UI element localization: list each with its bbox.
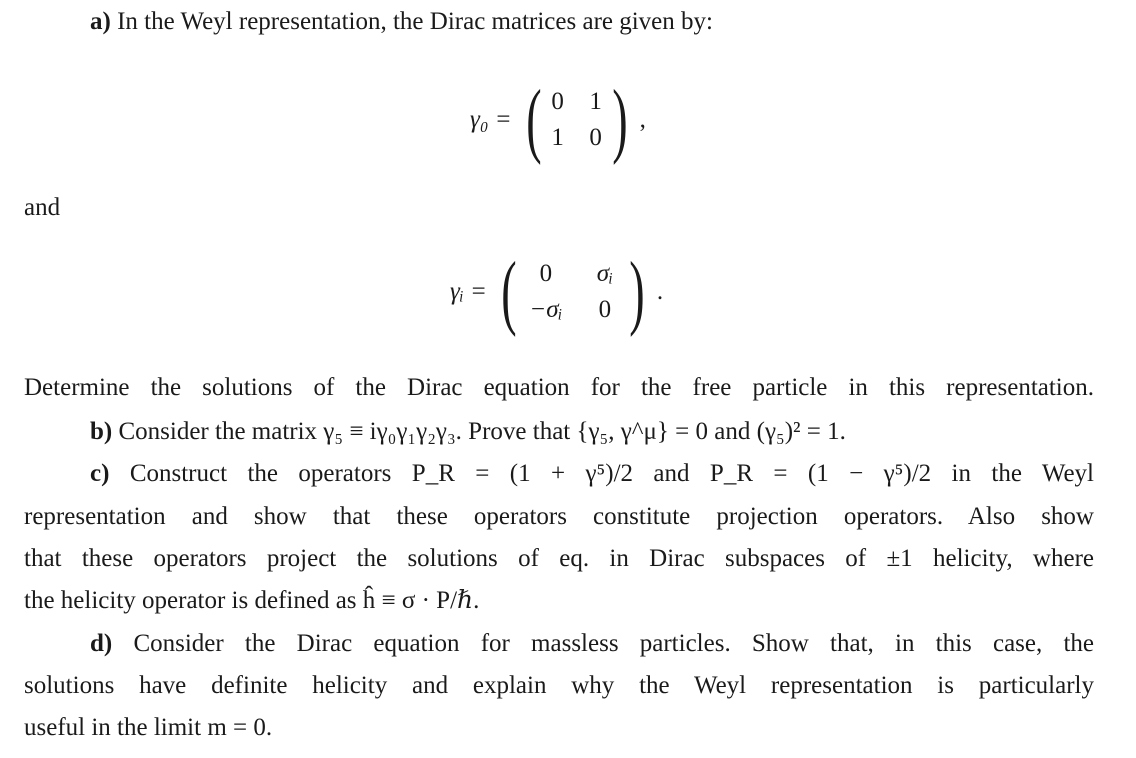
part-a-line <box>90 6 1094 38</box>
part-a-text: In the Weyl representation, the Dirac matrices are given by: <box>117 8 713 35</box>
matrix-cell: 1 <box>589 88 602 115</box>
left-paren: ( <box>501 245 517 338</box>
right-paren: ) <box>611 73 628 166</box>
part-d-line-2 <box>24 670 1094 702</box>
part-c-text-4: the helicity operator is defined as ĥ ≡ σ · P/ℏ. <box>24 587 480 614</box>
and-word: and <box>24 194 61 221</box>
part-d-text-2: solutions have definite helicity and explain why the Weyl representation is particularly <box>24 672 1094 699</box>
part-b-label: b) <box>90 418 113 445</box>
part-d-text-3: useful in the limit m = 0. <box>24 714 273 741</box>
matrix-cell: 1 <box>551 124 564 151</box>
part-a-label: a) <box>90 8 111 35</box>
matrix-cell: σᵢ <box>596 260 614 287</box>
gammai-matrix <box>523 257 623 327</box>
gamma0-matrix <box>548 85 606 155</box>
determine-text: Determine the solutions of the Dirac equation for the free particle in this representation. <box>24 374 1094 401</box>
matrix-cell: 0 <box>589 124 602 151</box>
part-c-line-3 <box>24 543 1094 575</box>
gammai-equation <box>450 245 664 338</box>
matrix-cell: 0 <box>598 296 612 323</box>
part-c-text-2: representation and show that these operators constitute projection operators. Also show <box>24 503 1094 530</box>
matrix-cell: 0 <box>551 88 564 115</box>
right-paren: ) <box>629 245 645 338</box>
gammai-punct: . <box>656 278 664 305</box>
gamma0-lhs: γ₀ = <box>470 106 512 133</box>
part-d-label: d) <box>90 630 113 657</box>
part-c-text-3: that these operators project the solutions of eq. in Dirac subspaces of ±1 helicity, where <box>24 545 1094 572</box>
part-d-text-1: Consider the Dirac equation for massless particles. Show that, in this case, the <box>133 630 1095 657</box>
part-c-text-1: Construct the operators P_R = (1 + γ⁵)/2 and P_R = (1 − γ⁵)/2 in the Weyl <box>129 460 1094 487</box>
gamma0-punct: , <box>639 106 646 133</box>
gamma0-equation <box>470 73 646 166</box>
left-paren: ( <box>525 73 542 166</box>
part-d-line-3 <box>24 712 1094 744</box>
gammai-lhs: γᵢ = <box>450 278 487 305</box>
determine-line <box>24 372 1094 404</box>
matrix-cell: −σᵢ <box>529 296 563 323</box>
part-c-line-4 <box>24 585 1094 617</box>
and-line <box>24 192 1094 224</box>
part-c-line-1 <box>90 458 1094 490</box>
part-c-line-2 <box>24 501 1094 533</box>
part-b-text: Consider the matrix γ₅ ≡ iγ₀γ₁γ₂γ₃. Prove that {γ₅, γ^μ} = 0 and (γ₅)² = 1. <box>118 418 846 445</box>
part-c-label: c) <box>90 460 110 487</box>
part-b-line <box>90 416 1094 448</box>
part-d-line-1 <box>90 628 1094 660</box>
matrix-cell: 0 <box>539 260 553 287</box>
